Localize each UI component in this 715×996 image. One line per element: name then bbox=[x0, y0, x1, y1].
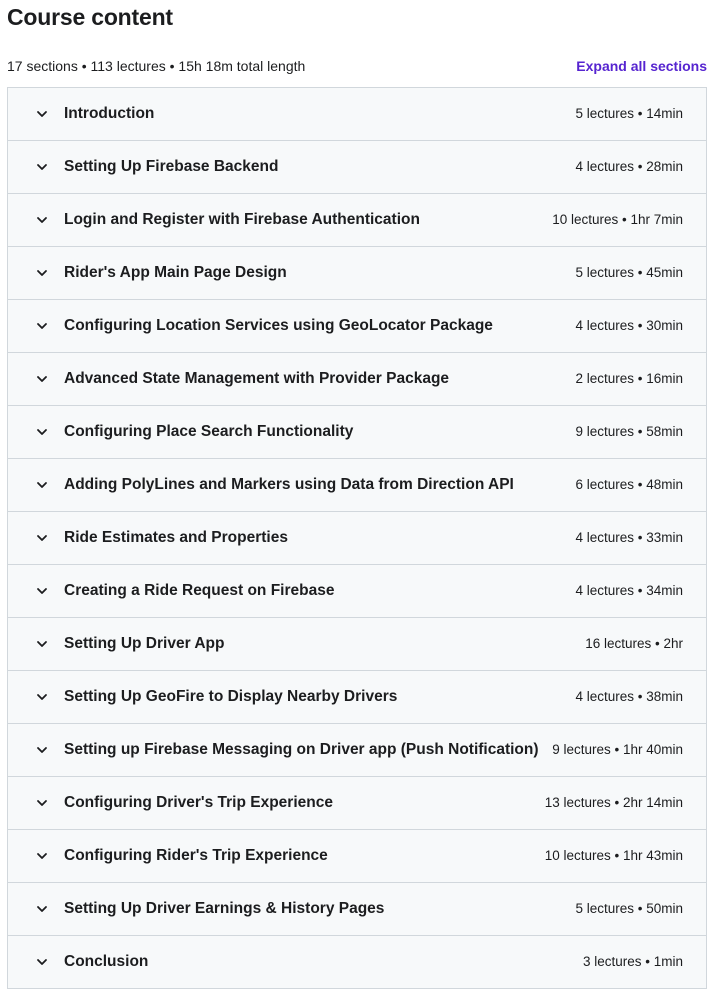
section-row[interactable] bbox=[8, 565, 706, 618]
chevron-down-icon bbox=[35, 266, 49, 280]
page-title: Course content bbox=[7, 4, 173, 30]
chevron-down-icon bbox=[35, 637, 49, 651]
chevron-down-icon bbox=[35, 531, 49, 545]
section-list bbox=[7, 87, 707, 989]
section-row[interactable] bbox=[8, 406, 706, 459]
section-row[interactable] bbox=[8, 512, 706, 565]
section-row[interactable] bbox=[8, 777, 706, 830]
chevron-down-icon bbox=[35, 796, 49, 810]
section-row[interactable] bbox=[8, 247, 706, 300]
chevron-down-icon bbox=[35, 372, 49, 386]
section-row[interactable] bbox=[8, 671, 706, 724]
section-row[interactable] bbox=[8, 88, 706, 141]
section-row[interactable] bbox=[8, 618, 706, 671]
chevron-down-icon bbox=[35, 584, 49, 598]
section-title: Adding PolyLines and Markers using Data from Direction API bbox=[64, 476, 514, 493]
section-meta: 3 lectures • 1min bbox=[582, 954, 683, 969]
section-title: Advanced State Management with Provider Package bbox=[64, 370, 450, 387]
section-title: Setting Up Firebase Backend bbox=[64, 158, 279, 175]
section-meta: 4 lectures • 38min bbox=[575, 689, 683, 704]
chevron-down-icon bbox=[35, 213, 49, 227]
chevron-down-icon bbox=[35, 107, 49, 121]
section-row[interactable] bbox=[8, 830, 706, 883]
section-meta: 13 lectures • 2hr 14min bbox=[544, 795, 683, 810]
chevron-down-icon bbox=[35, 743, 49, 757]
section-row[interactable] bbox=[8, 141, 706, 194]
section-title: Conclusion bbox=[64, 953, 149, 970]
section-row[interactable] bbox=[8, 883, 706, 936]
section-title: Configuring Place Search Functionality bbox=[64, 423, 354, 440]
section-title: Setting Up GeoFire to Display Nearby Drivers bbox=[64, 688, 398, 705]
section-title: Configuring Rider's Trip Experience bbox=[64, 847, 328, 864]
section-row[interactable] bbox=[8, 353, 706, 406]
chevron-down-icon bbox=[35, 425, 49, 439]
chevron-down-icon bbox=[35, 902, 49, 916]
section-meta: 4 lectures • 33min bbox=[575, 530, 683, 545]
section-meta: 5 lectures • 45min bbox=[575, 265, 683, 280]
section-title: Creating a Ride Request on Firebase bbox=[64, 582, 335, 599]
section-row[interactable] bbox=[8, 194, 706, 247]
section-meta: 5 lectures • 50min bbox=[575, 901, 683, 916]
section-title: Rider's App Main Page Design bbox=[64, 264, 287, 281]
chevron-down-icon bbox=[35, 849, 49, 863]
section-row[interactable] bbox=[8, 459, 706, 512]
section-meta: 6 lectures • 48min bbox=[575, 477, 683, 492]
section-meta: 4 lectures • 28min bbox=[575, 159, 683, 174]
section-meta: 10 lectures • 1hr 43min bbox=[544, 848, 683, 863]
section-row[interactable] bbox=[8, 936, 706, 989]
section-title: Configuring Location Services using GeoLocator Package bbox=[64, 317, 493, 334]
chevron-down-icon bbox=[35, 478, 49, 492]
chevron-down-icon bbox=[35, 955, 49, 969]
section-title: Setting Up Driver App bbox=[64, 635, 225, 652]
chevron-down-icon bbox=[35, 319, 49, 333]
section-meta: 9 lectures • 1hr 40min bbox=[552, 742, 683, 757]
section-meta: 5 lectures • 14min bbox=[575, 106, 683, 121]
section-meta: 9 lectures • 58min bbox=[575, 424, 683, 439]
chevron-down-icon bbox=[35, 160, 49, 174]
course-summary: 17 sections • 113 lectures • 15h 18m total length bbox=[7, 58, 306, 74]
section-title: Introduction bbox=[64, 105, 155, 122]
section-title: Ride Estimates and Properties bbox=[64, 529, 288, 546]
section-row[interactable] bbox=[8, 724, 706, 777]
section-row[interactable] bbox=[8, 300, 706, 353]
section-title: Login and Register with Firebase Authentication bbox=[64, 211, 420, 228]
section-meta: 2 lectures • 16min bbox=[575, 371, 683, 386]
section-title: Setting up Firebase Messaging on Driver app (Push Notification) bbox=[64, 741, 539, 758]
chevron-down-icon bbox=[35, 690, 49, 704]
section-title: Setting Up Driver Earnings & History Pages bbox=[64, 900, 385, 917]
expand-all-sections-button[interactable]: Expand all sections bbox=[576, 58, 707, 74]
section-title: Configuring Driver's Trip Experience bbox=[64, 794, 333, 811]
section-meta: 10 lectures • 1hr 7min bbox=[552, 212, 683, 227]
section-meta: 4 lectures • 30min bbox=[575, 318, 683, 333]
section-meta: 16 lectures • 2hr bbox=[585, 636, 683, 651]
section-meta: 4 lectures • 34min bbox=[575, 583, 683, 598]
course-summary-row bbox=[7, 56, 707, 76]
